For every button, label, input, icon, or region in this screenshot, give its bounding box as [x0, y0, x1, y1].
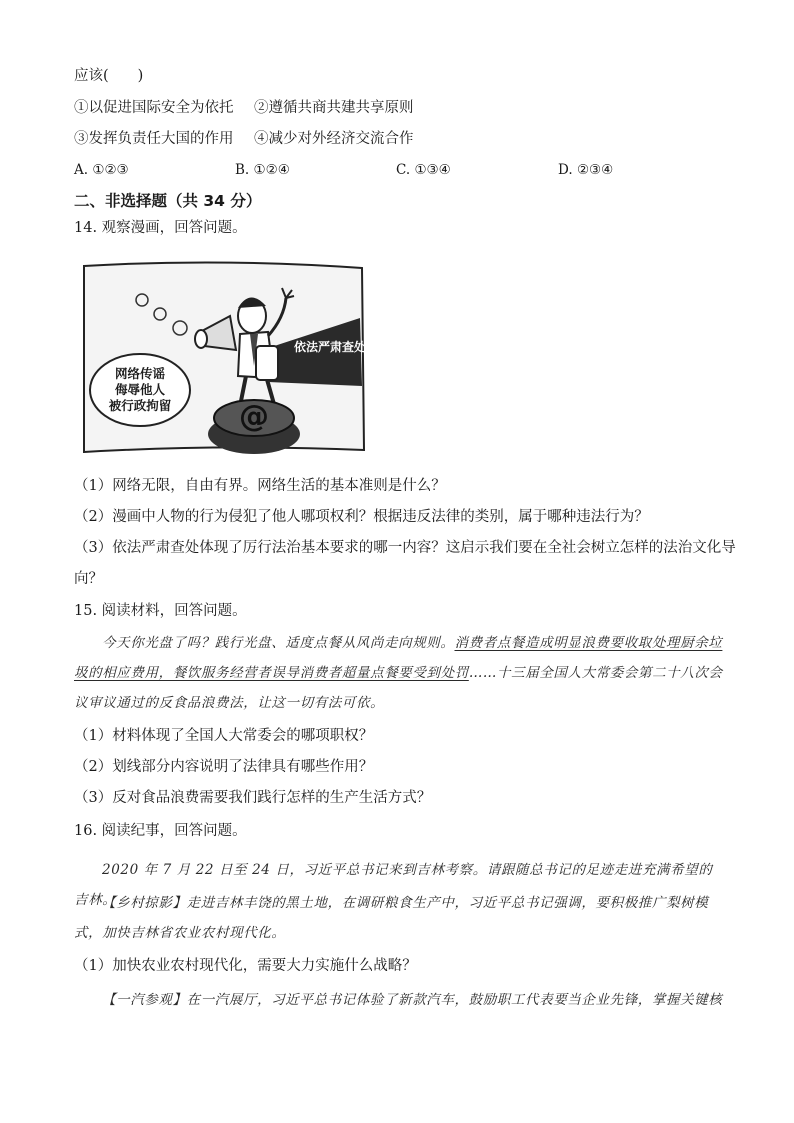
- comic-drawing: [80, 258, 366, 456]
- q13-stem-end: 应该( ): [74, 68, 144, 84]
- svg-text:@: @: [239, 399, 269, 434]
- comic-image: [80, 258, 366, 456]
- q14-sub-3-cont: 向？: [74, 571, 103, 587]
- q14-sub-1: （1）网络无限，自由有界。网络生活的基本准则是什么？: [74, 478, 446, 494]
- q15-material: [74, 628, 724, 718]
- q14-sub-3: （3）依法严肃查处体现了厉行法治基本要求的哪一内容？这启示我们要在全社会树立怎样的法治文化导: [74, 540, 736, 556]
- q14-stem: 14. 观察漫画，回答问题。: [74, 220, 247, 236]
- bubble-line-1: 网络传谣: [114, 366, 165, 381]
- q13-item-3: ③发挥负责任大国的作用: [74, 131, 234, 147]
- q16-para-2: 【乡村掠影】走进吉林丰饶的黑土地，在调研粮食生产中，习近平总书记强调，要积极推广梨树模式，加快吉林省农业农村现代化。: [74, 895, 709, 941]
- q13-item-1: ①以促进国际安全为依托: [74, 100, 234, 116]
- section-title: 二、非选择题（共 34 分）: [74, 192, 262, 210]
- q16-para-3: 【一汽参观】在一汽展厅，习近平总书记体验了新款汽车，鼓励职工代表要当企业先锋，掌握关键核: [102, 992, 723, 1008]
- speech-bubble: [94, 366, 186, 414]
- option-b: B. ①②④: [235, 162, 290, 178]
- q15-sub-3: （3）反对食品浪费需要我们践行怎样的生产生活方式？: [74, 790, 432, 806]
- option-d: D. ②③④: [558, 162, 614, 178]
- q13-item-4: ④减少对外经济交流合作: [254, 131, 414, 147]
- q15-sub-2: （2）划线部分内容说明了法律具有哪些作用？: [74, 759, 374, 775]
- q13-items-row-1: [74, 98, 414, 118]
- q15-sub-1: （1）材料体现了全国人大常委会的哪项职权？: [74, 728, 374, 744]
- arm-label: 依法严肃查处: [294, 340, 367, 354]
- q16-para-1: 2020 年 7 月 22 日至 24 日，习近平总书记来到吉林考察。请跟随总书记的足迹走进充满希望的吉林。: [74, 862, 713, 908]
- q16-stem: 16. 阅读纪事，回答问题。: [74, 823, 247, 839]
- q13-item-2: ②遵循共商共建共享原则: [254, 100, 414, 116]
- bubble-line-2: 侮辱他人: [114, 382, 165, 397]
- option-c: C. ①③④: [396, 162, 451, 178]
- q14-sub-2: （2）漫画中人物的行为侵犯了他人哪项权利？根据违反法律的类别，属于哪种违法行为？: [74, 509, 649, 525]
- q13-items-row-2: [74, 129, 414, 149]
- material-underlined: 消费者点餐造成明显浪费要收取处理厨余垃圾的相应费用，餐饮服务经营者误导消费者超量点餐要受到处罚: [74, 635, 723, 681]
- option-a: A. ①②③: [74, 162, 129, 178]
- q16-sub-1: （1）加快农业农村现代化，需要大力实施什么战略？: [74, 958, 417, 974]
- q15-stem: 15. 阅读材料，回答问题。: [74, 603, 247, 619]
- bubble-line-3: 被行政拘留: [108, 398, 172, 413]
- material-plain-end: ……十三届全国人大常委会第二十八次会议审议通过的反食品浪费法，让这一切有法可依。: [74, 665, 723, 711]
- material-plain-start: 今天你光盘了吗？践行光盘、适度点餐从风尚走向规则。: [102, 635, 455, 651]
